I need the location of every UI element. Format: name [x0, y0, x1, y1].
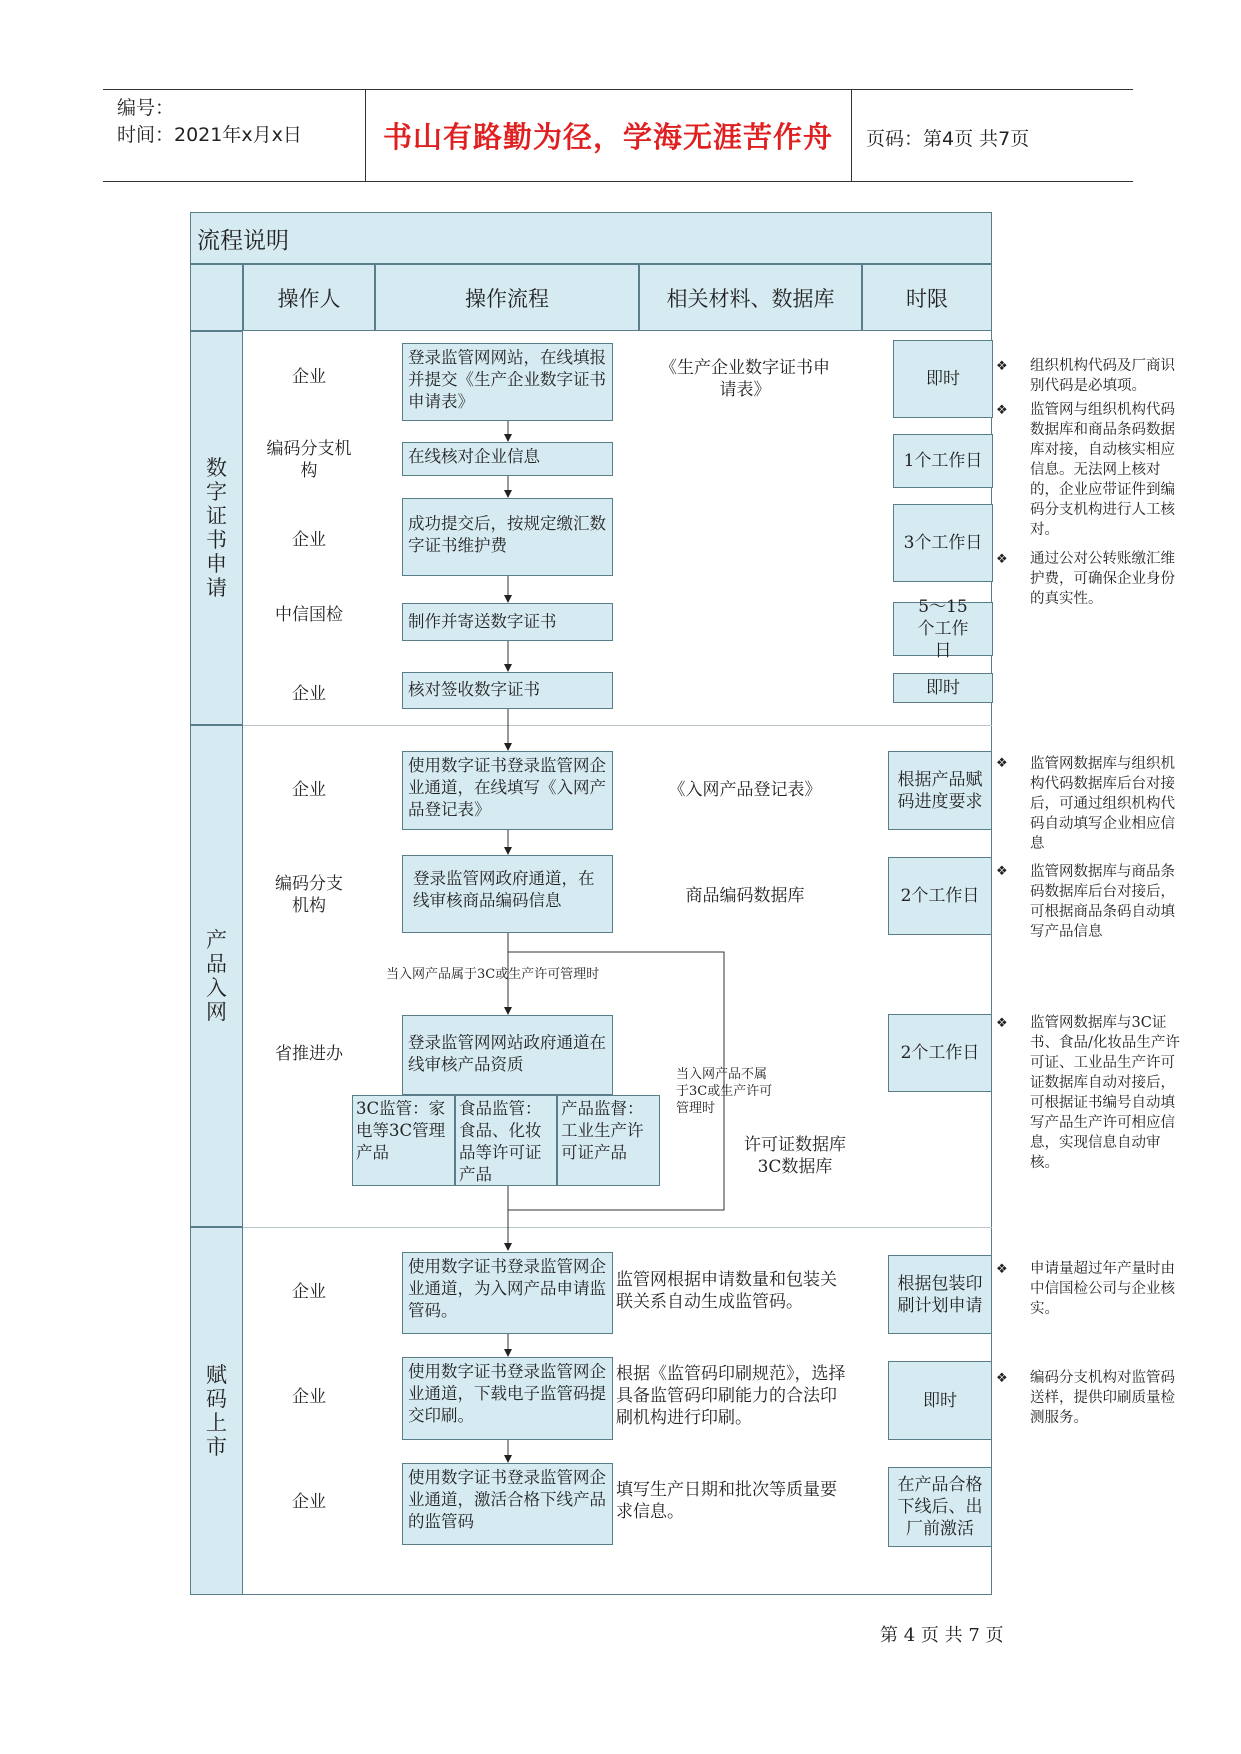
process-step: 在线核对企业信息	[402, 442, 613, 476]
side-note: 监管网数据库与3C证书、食品/化妆品生产许可证、工业品生产许可证数据库自动对接后，可根据证书编号自动填写产品生产许可相应信息，实现信息自动审核。	[1030, 1015, 1180, 1171]
process-step: 成功提交后，按规定缴汇数字证书维护费	[402, 498, 613, 576]
time-limit: 2个工作日	[888, 1014, 992, 1092]
process-step: 使用数字证书登录监管网企业通道，为入网产品申请监管码。	[402, 1252, 613, 1334]
material-text: 《生产企业数字证书申请表》	[660, 358, 830, 400]
material-text: 《入网产品登记表》	[668, 780, 822, 800]
side-note: 编码分支机构对监管码送样，提供印刷质量检测服务。	[1030, 1370, 1175, 1426]
section-product-registration: 产品入网	[190, 725, 243, 1227]
operator-label: 省推进办	[275, 1044, 343, 1064]
column-header-process: 操作流程	[375, 264, 639, 331]
process-step: 使用数字证书登录监管网企业通道，在线填写《入网产品登记表》	[402, 751, 613, 830]
operator-label: 企业	[292, 780, 326, 800]
time-limit: 1个工作日	[893, 434, 993, 488]
column-header-time-limit: 时限	[862, 264, 992, 331]
operator-label: 企业	[292, 1387, 326, 1407]
sub-step-industrial: 产品监督：工业生产许可证产品	[557, 1095, 660, 1186]
time-limit: 即时	[893, 673, 993, 703]
operator-label: 企业	[292, 530, 326, 550]
branch-label-3c: 当入网产品属于3C或生产许可管理时	[386, 967, 600, 982]
header-motto: 书山有路勤为径，学海无涯苦作舟	[382, 120, 833, 154]
doc-number-label: 编号：	[117, 97, 175, 119]
operator-label: 编码分支机构	[275, 874, 343, 916]
time-limit: 即时	[893, 340, 993, 418]
material-text: 填写生产日期和批次等质量要求信息。	[616, 1480, 837, 1522]
time-limit: 根据包装印刷计划申请	[888, 1255, 992, 1334]
process-step: 登录监管网网站，在线填报并提交《生产企业数字证书申请表》	[402, 343, 613, 421]
side-note: 监管网数据库与商品条码数据库后台对接后，可根据商品条码自动填写产品信息	[1030, 864, 1175, 940]
operator-label: 编码分支机构	[266, 439, 352, 481]
process-step: 登录监管网政府通道，在线审核商品编码信息	[402, 855, 613, 933]
bullet-diamond-icon: ❖	[996, 403, 1008, 418]
time-limit: 在产品合格下线后、出厂前激活	[888, 1467, 992, 1547]
bullet-diamond-icon: ❖	[996, 756, 1008, 771]
sub-step-food: 食品监管：食品、化妆品等许可证产品	[455, 1095, 557, 1186]
side-note: 监管网数据库与组织机构代码数据库后台对接后，可通过组织机构代码自动填写企业相应信息	[1030, 756, 1175, 852]
process-step: 使用数字证书登录监管网企业通道，激活合格下线产品的监管码	[402, 1463, 613, 1545]
bullet-diamond-icon: ❖	[996, 1016, 1008, 1031]
side-note: 监管网与组织机构代码数据库和商品条码数据库对接，自动核实相应信息。无法网上核对的，企业应带证件到编码分支机构进行人工核对。	[1030, 402, 1175, 538]
process-step: 登录监管网网站政府通道在线审核产品资质	[402, 1015, 613, 1095]
side-note: 申请量超过年产量时由中信国检公司与企业核实。	[1030, 1261, 1175, 1317]
bullet-diamond-icon: ❖	[996, 359, 1008, 374]
side-note: 通过公对公转账缴汇维护费，可确保企业身份的真实性。	[1030, 551, 1175, 607]
bullet-diamond-icon: ❖	[996, 1262, 1008, 1277]
time-limit: 根据产品赋码进度要求	[888, 751, 992, 830]
time-limit: 2个工作日	[888, 857, 992, 935]
material-text: 许可证数据库3C数据库	[744, 1135, 846, 1177]
column-header-operator: 操作人	[243, 264, 375, 331]
table-title: 流程说明	[190, 212, 992, 264]
time-limit: 即时	[888, 1361, 992, 1440]
material-text: 根据《监管码印刷规范》，选择具备监管码印刷能力的合法印刷机构进行印刷。	[616, 1364, 846, 1428]
operator-label: 企业	[292, 1282, 326, 1302]
time-limit: 3个工作日	[893, 504, 993, 582]
operator-label: 企业	[292, 684, 326, 704]
sub-step-3c: 3C监管：家电等3C管理产品	[352, 1095, 455, 1186]
operator-label: 企业	[292, 367, 326, 387]
column-header-materials: 相关材料、数据库	[639, 264, 862, 331]
operator-label: 中信国检	[275, 605, 343, 625]
time-limit: 5～15个工作日	[893, 602, 993, 656]
bullet-diamond-icon: ❖	[996, 864, 1008, 879]
material-text: 监管网根据申请数量和包装关联关系自动生成监管码。	[616, 1270, 837, 1312]
doc-time-label: 时间：2021年x月x日	[117, 124, 302, 146]
process-step: 使用数字证书登录监管网企业通道，下载电子监管码提交印刷。	[402, 1357, 613, 1440]
operator-label: 企业	[292, 1492, 326, 1512]
section-digital-certificate: 数字证书申请	[190, 331, 243, 725]
side-note: 组织机构代码及厂商识别代码是必填项。	[1030, 358, 1175, 394]
bullet-diamond-icon: ❖	[996, 1371, 1008, 1386]
material-text: 商品编码数据库	[685, 886, 805, 906]
section-code-assignment: 赋码上市	[190, 1227, 243, 1595]
page-number-label: 页码：第4页 共7页	[866, 128, 1030, 150]
branch-label-not-3c: 当入网产品不属于3C或生产许可管理时	[676, 1067, 773, 1116]
process-step: 制作并寄送数字证书	[402, 603, 613, 641]
bullet-diamond-icon: ❖	[996, 552, 1008, 567]
process-step: 核对签收数字证书	[402, 672, 613, 709]
page-footer: 第 4 页 共 7 页	[880, 1625, 1004, 1646]
